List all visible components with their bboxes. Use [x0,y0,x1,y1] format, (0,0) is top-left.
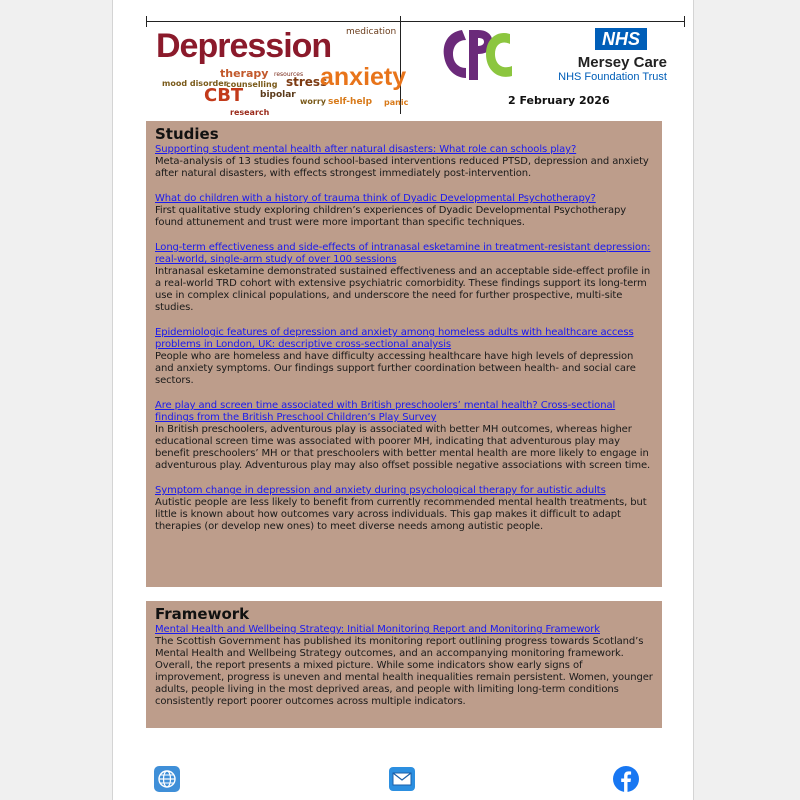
article-summary: The Scottish Government has published its monitoring report outlining progress towards Scotland’s Mental Health and Wellbeing Strategy outcomes, and an accompanying monitoring framework. Overall, the report presents a mixed picture. While some indicators show early signs of improvement, progress is uneven and mental health inequalities remain persistent. Women, younger adults, people living in the most deprived areas, and people with limiting long-term conditions consistently report poorer outcomes across multiple indicators. [155,636,653,707]
mail-icon[interactable] [389,766,415,792]
article-summary: Meta-analysis of 13 studies found school-based interventions reduced PTSD, depression and anxiety after natural disasters, with effects strongest immediately post-intervention. [155,156,649,179]
article-summary: First qualitative study exploring children’s experiences of Dyadic Developmental Psychotherapy found attunement and trust were more important than specific techniques. [155,205,627,228]
globe-icon[interactable] [154,766,180,792]
org-name: Mersey Care [577,54,667,71]
banner-right-tick [684,16,685,27]
wordcloud-word: stress [286,75,328,89]
wordcloud-word: worry [300,97,326,106]
wordcloud-word: anxiety [320,63,407,91]
list-item [155,193,653,229]
wordcloud-image [150,25,409,117]
article-summary: In British preschoolers, adventurous play is associated with better MH outcomes, whereas higher educational screen time was associated with poorer MH, indicating that adventurous play may benefit preschoolers’ MH or that preschoolers with better mental health are more likely to engage in adventurous play. Adventurous play may also offset possible negative associations with screen time. [155,424,651,471]
wordcloud-word: therapy [220,67,269,80]
list-item [155,327,653,387]
list-item [155,624,653,708]
article-link[interactable]: What do children with a history of trauma think of Dyadic Developmental Psychotherapy? [155,193,596,204]
org-subtitle: NHS Foundation Trust [558,71,667,83]
banner-top-rule [146,21,685,22]
wordcloud-word: CBT [204,85,244,106]
wordcloud-word: resources [274,71,304,78]
section-heading: Framework [155,605,250,623]
list-item [155,242,653,314]
section-heading: Studies [155,125,219,143]
article-link[interactable]: Are play and screen time associated with British preschoolers’ mental health? Cross-sectional findings from the British Preschool Children’s Play Survey [155,400,616,423]
issue-date: 2 February 2026 [508,94,610,107]
wordcloud-word: bipolar [260,90,296,100]
article-link[interactable]: Mental Health and Wellbeing Strategy: Initial Monitoring Report and Monitoring Framework [155,624,600,635]
nhs-logo: NHS [595,28,647,50]
mersey-care-logo [440,24,516,86]
newsletter-page [112,0,694,800]
list-item [155,144,653,180]
wordcloud-word: counselling [226,80,278,89]
banner-left-tick [146,16,147,27]
wordcloud-word: Depression [156,27,332,65]
article-summary: People who are homeless and have difficulty accessing healthcare have high levels of depression and anxiety symptoms. Our findings support further coordination between health- and social care sectors. [155,351,636,386]
article-summary: Autistic people are less likely to benefit from currently recommended mental health treatments, but little is known about how outcomes vary across individuals. This gap makes it difficult to adapt therapies (or develop new ones) to meet diverse needs among autistic people. [155,497,647,532]
header-banner [146,16,685,117]
article-link[interactable]: Symptom change in depression and anxiety during psychological therapy for autistic adults [155,485,606,496]
article-link[interactable]: Long-term effectiveness and side-effects of intranasal esketamine in treatment-resistant depression: real-world, single-arm study of over 100 sessions [155,242,651,265]
studies-section [146,121,662,587]
facebook-icon[interactable] [613,766,639,792]
article-link[interactable]: Epidemiologic features of depression and anxiety among homeless adults with healthcare access problems in London, UK: descriptive cross-sectional analysis [155,327,634,350]
article-link[interactable]: Supporting student mental health after natural disasters: What role can schools play? [155,144,577,155]
list-item [155,485,653,533]
wordcloud-word: mood disorder [162,79,228,88]
wordcloud-word: panic [384,98,409,107]
list-item [155,400,653,472]
wordcloud-word: research [230,108,270,117]
article-summary: Intranasal esketamine demonstrated sustained effectiveness and an acceptable side-effect profile in a real-world TRD cohort with extensive psychiatric comorbidity. These findings support its long-term use in complex clinical populations, and underscore the need for further prospective, multi-site studies. [155,266,651,313]
wordcloud-word: self-help [328,97,373,107]
wordcloud-word: medication [346,27,397,37]
framework-section [146,601,662,728]
